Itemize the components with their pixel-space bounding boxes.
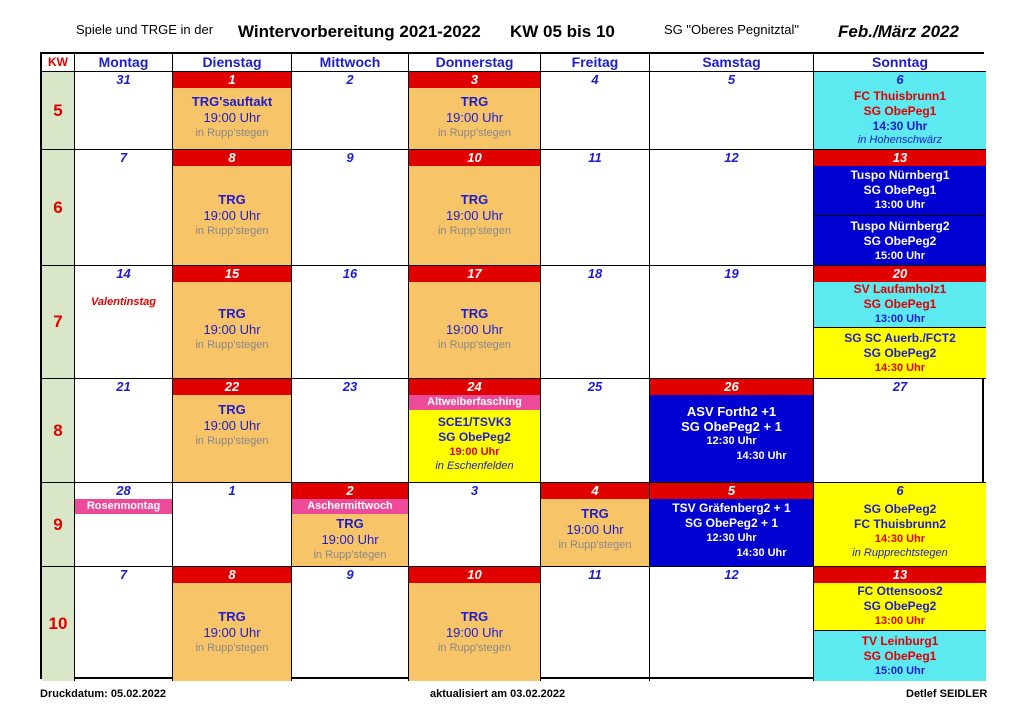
training-location: in Rupp'stegen	[437, 641, 512, 654]
game-time: 13:00 Uhr	[874, 199, 926, 211]
training-title: TRG	[460, 93, 489, 109]
day-cell	[541, 266, 650, 379]
training-title: TRG'sauftakt	[191, 93, 273, 109]
game-home: SCE1/TSVK3	[437, 415, 512, 429]
training-location: in Rupp'stegen	[195, 339, 269, 351]
day-number: 14	[116, 266, 131, 281]
game-time: 15:00 Uhr	[874, 664, 926, 677]
game-location: in Rupprechtstegen	[852, 547, 948, 559]
training-time: 19:00 Uhr	[203, 417, 261, 433]
training-title: TRG	[336, 515, 364, 531]
kw-label: 10	[42, 567, 75, 681]
training-title: TRG	[218, 191, 246, 207]
day-cell	[292, 150, 409, 266]
training-block	[409, 282, 540, 377]
day-number: 19	[724, 266, 739, 281]
day-cell	[541, 483, 650, 567]
header-date: Feb./März 2022	[838, 22, 959, 41]
day-number: 10	[409, 567, 540, 583]
day-cell	[173, 567, 292, 681]
day-number: 22	[173, 379, 291, 395]
day-cell	[650, 72, 814, 150]
day-cell	[292, 379, 409, 483]
training-time: 19:00 Uhr	[445, 207, 504, 223]
updated-date: aktualisiert am 03.02.2022	[430, 688, 566, 700]
header-kw: KW 05 bis 10	[510, 22, 615, 41]
col-header-donnerstag: Donnerstag	[409, 54, 541, 72]
day-cell	[409, 567, 541, 681]
day-number: 31	[116, 72, 131, 87]
game-home: Tuspo Nürnberg1	[850, 168, 950, 182]
training-block	[409, 166, 540, 264]
game-block	[650, 499, 813, 563]
header-club: SG "Oberes Pegnitztal"	[664, 22, 799, 37]
game-time: 19:00 Uhr	[449, 446, 500, 458]
training-location: in Rupp'stegen	[195, 641, 269, 654]
day-cell	[409, 379, 541, 483]
day-number: 15	[173, 266, 291, 282]
col-header-kw: KW	[42, 54, 75, 72]
game-away: FC Thuisbrunn2	[854, 517, 946, 531]
col-header-sonntag: Sonntag	[814, 54, 986, 72]
kw-label: 9	[42, 483, 75, 567]
header-left: Spiele und TRGE in der	[76, 22, 214, 37]
day-cell	[75, 72, 173, 150]
training-time: 19:00 Uhr	[445, 322, 504, 337]
training-block	[409, 88, 540, 146]
day-number: 21	[116, 379, 131, 394]
day-cell	[814, 72, 986, 150]
day-number: 17	[409, 266, 540, 282]
training-block	[173, 166, 291, 264]
training-title: TRG	[218, 401, 246, 417]
day-number: 9	[346, 150, 354, 165]
print-date: Druckdatum: 05.02.2022	[40, 688, 166, 700]
event-valentinstag: Valentinstag	[91, 296, 156, 308]
day-number: 10	[409, 150, 540, 166]
training-block	[173, 395, 291, 455]
day-cell	[409, 483, 541, 567]
header	[0, 22, 1024, 46]
game-away: SG ObePeg2	[863, 599, 937, 613]
day-cell	[75, 567, 173, 681]
day-cell	[814, 483, 986, 567]
day-number: 28	[116, 483, 131, 498]
day-number: 1	[228, 483, 236, 498]
day-number: 5	[650, 483, 813, 499]
day-number: 24	[409, 379, 540, 395]
day-cell	[409, 266, 541, 379]
game-time: 14:30 Uhr	[874, 362, 926, 374]
day-cell	[292, 266, 409, 379]
day-cell	[650, 567, 814, 681]
game-away: SG ObePeg2 + 1	[684, 516, 779, 530]
day-number: 11	[588, 150, 602, 165]
col-header-dienstag: Dienstag	[173, 54, 292, 72]
game-block	[409, 410, 540, 478]
training-block	[173, 583, 291, 681]
game-home: TSV Gräfenberg2 + 1	[672, 501, 791, 515]
day-cell	[173, 266, 292, 379]
game-home: FC Thuisbrunn1	[854, 89, 946, 103]
game-time-2: 14:30 Uhr	[736, 450, 787, 462]
day-number: 12	[724, 150, 739, 165]
kw-label: 5	[42, 72, 75, 150]
day-number: 8	[173, 150, 291, 166]
day-number: 7	[119, 150, 128, 165]
day-number: 4	[541, 483, 649, 499]
day-number: 5	[727, 72, 736, 87]
day-number: 8	[173, 567, 291, 583]
day-cell	[814, 266, 986, 379]
game-away: SG ObePeg1	[863, 104, 937, 118]
day-cell	[173, 379, 292, 483]
day-cell	[541, 379, 650, 483]
col-header-montag: Montag	[75, 54, 173, 72]
game-block	[650, 395, 813, 473]
game-block	[814, 215, 986, 266]
day-number: 13	[814, 567, 986, 583]
game-away: SG ObePeg2 + 1	[681, 419, 782, 434]
game-home: ASV Forth2 +1	[686, 404, 777, 419]
day-cell	[541, 567, 650, 681]
game-away: SG ObePeg2	[863, 233, 937, 248]
game-block	[814, 282, 986, 327]
training-time: 19:00 Uhr	[203, 322, 261, 337]
day-number: 12	[724, 567, 739, 582]
training-title: TRG	[218, 306, 246, 321]
training-title: TRG	[460, 608, 489, 624]
training-title: TRG	[581, 505, 609, 521]
author: Detlef SEIDLER	[906, 688, 988, 700]
day-cell	[650, 150, 814, 266]
day-number: 27	[892, 379, 908, 394]
day-number: 2	[346, 72, 354, 87]
training-location: in Rupp'stegen	[437, 126, 512, 139]
day-cell	[292, 72, 409, 150]
game-home: SG SC Auerb./FCT2	[844, 331, 956, 345]
day-cell	[75, 483, 173, 567]
day-cell	[409, 150, 541, 266]
day-number: 20	[814, 266, 986, 282]
training-time: 19:00 Uhr	[203, 109, 261, 125]
training-block	[173, 282, 291, 377]
day-number: 18	[587, 266, 603, 281]
day-cell	[541, 150, 650, 266]
game-location: in Hohenschwärz	[857, 134, 943, 146]
event-aschermittwoch: Aschermittwoch	[292, 499, 408, 514]
col-header-samstag: Samstag	[650, 54, 814, 72]
day-cell	[650, 266, 814, 379]
game-time-1: 12:30 Uhr	[706, 532, 757, 544]
training-time: 19:00 Uhr	[445, 109, 504, 125]
event-rosenmontag: Rosenmontag	[75, 499, 172, 514]
training-time: 19:00 Uhr	[566, 521, 624, 537]
day-cell	[814, 567, 986, 681]
training-block	[173, 88, 291, 146]
training-location: in Rupp'stegen	[313, 548, 387, 561]
day-cell	[814, 379, 986, 483]
kw-label: 8	[42, 379, 75, 483]
game-time-2: 14:30 Uhr	[736, 547, 787, 559]
day-number: 6	[896, 72, 904, 87]
training-location: in Rupp'stegen	[195, 434, 269, 447]
training-time: 19:00 Uhr	[203, 207, 261, 223]
training-title: TRG	[218, 608, 246, 624]
training-time: 19:00 Uhr	[445, 624, 504, 640]
training-location: in Rupp'stegen	[437, 339, 512, 351]
training-location: in Rupp'stegen	[195, 126, 269, 139]
day-number: 9	[346, 567, 354, 582]
day-number: 11	[588, 567, 602, 582]
game-time: 13:00 Uhr	[874, 615, 926, 627]
day-cell	[75, 150, 173, 266]
game-time: 15:00 Uhr	[874, 249, 926, 262]
kw-label: 7	[42, 266, 75, 379]
day-number: 13	[814, 150, 986, 166]
game-away: SG ObePeg1	[863, 183, 937, 197]
day-number: 7	[119, 567, 128, 582]
day-cell	[541, 72, 650, 150]
day-number: 26	[650, 379, 813, 395]
day-number: 23	[342, 379, 358, 394]
training-title: TRG	[460, 191, 489, 207]
game-home: Tuspo Nürnberg2	[850, 218, 950, 233]
training-block	[541, 499, 649, 559]
day-cell	[75, 266, 173, 379]
day-number: 16	[342, 266, 358, 281]
training-location: in Rupp'stegen	[437, 224, 512, 237]
day-cell	[75, 379, 173, 483]
training-location: in Rupp'stegen	[195, 224, 269, 237]
training-block	[292, 514, 408, 564]
header-title: Wintervorbereitung 2021-2022	[238, 22, 481, 41]
game-home: SV Laufamholz1	[853, 282, 947, 296]
game-time: 14:30 Uhr	[874, 533, 926, 545]
game-time-1: 12:30 Uhr	[706, 435, 757, 447]
day-number: 3	[470, 483, 479, 498]
day-number: 25	[587, 379, 603, 394]
event-altweiberfasching: Altweiberfasching	[409, 395, 540, 410]
col-header-freitag: Freitag	[541, 54, 650, 72]
training-location: in Rupp'stegen	[558, 538, 632, 551]
day-number: 1	[173, 72, 291, 88]
game-block	[814, 499, 986, 563]
day-cell	[650, 483, 814, 567]
game-block	[814, 630, 986, 681]
day-cell	[650, 379, 814, 483]
day-cell	[173, 483, 292, 567]
game-away: SG ObePeg2	[863, 346, 937, 360]
game-block	[814, 166, 986, 215]
game-block	[814, 88, 986, 148]
game-block	[814, 327, 986, 379]
game-away: SG ObePeg1	[863, 297, 937, 311]
col-header-mittwoch: Mittwoch	[292, 54, 409, 72]
calendar-grid	[40, 52, 984, 679]
game-away: SG ObePeg1	[863, 648, 937, 663]
game-home: FC Ottensoos2	[857, 584, 943, 598]
day-cell	[409, 72, 541, 150]
game-home: SG ObePeg2	[863, 502, 937, 516]
training-title: TRG	[460, 306, 489, 321]
game-location: in Eschenfelden	[435, 460, 514, 472]
training-time: 19:00 Uhr	[203, 624, 261, 640]
game-time: 13:00 Uhr	[874, 313, 926, 325]
kw-label: 6	[42, 150, 75, 266]
training-block	[409, 583, 540, 681]
day-cell	[292, 567, 409, 681]
game-time: 14:30 Uhr	[872, 119, 928, 133]
day-number: 2	[292, 483, 408, 499]
day-cell	[173, 150, 292, 266]
game-block	[814, 583, 986, 630]
training-time: 19:00 Uhr	[321, 531, 379, 547]
game-home: TV Leinburg1	[861, 633, 939, 648]
day-cell	[173, 72, 292, 150]
game-away: SG ObePeg2	[438, 430, 511, 444]
day-cell	[292, 483, 409, 567]
day-number: 3	[409, 72, 540, 88]
day-number: 4	[591, 72, 599, 87]
day-number: 6	[896, 483, 904, 498]
day-cell	[814, 150, 986, 266]
